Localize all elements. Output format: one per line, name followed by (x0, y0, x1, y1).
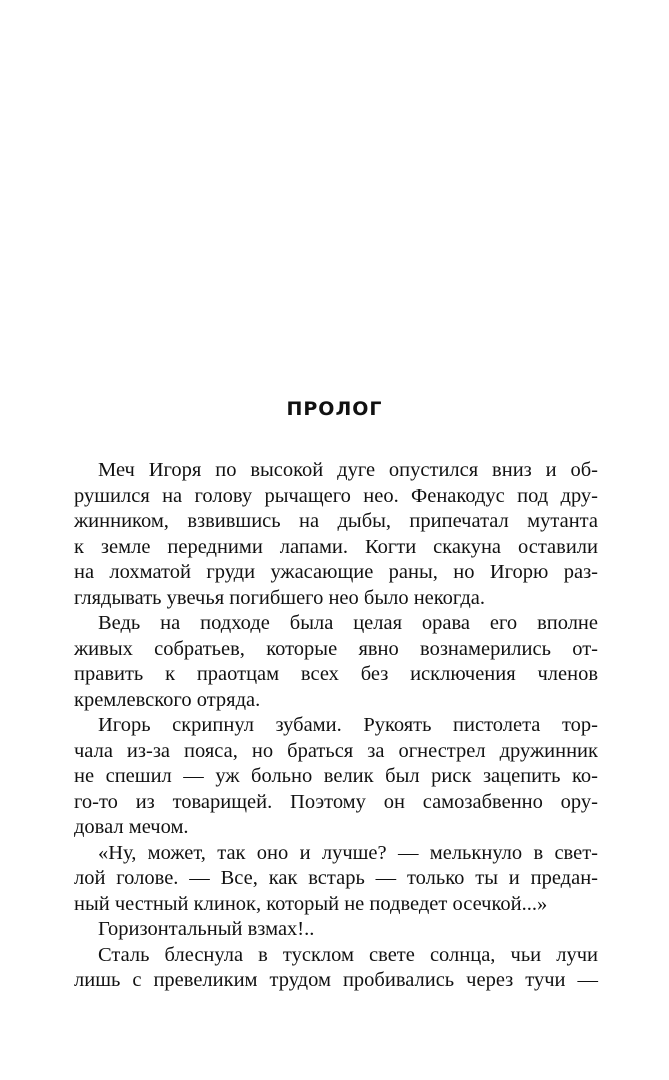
text-line: жинником, взвившись на дыбы, припечатал мутанта (74, 510, 598, 532)
text-line: Горизонтальный взмах!.. (98, 918, 315, 940)
text-line: лой голове. — Все, как встарь — только ты и предан- (74, 867, 598, 889)
text-line: Меч Игоря по высокой дуге опустился вниз и об- (98, 459, 598, 481)
text-line: лишь с превеликим трудом пробивались через тучи — (74, 969, 598, 991)
text-line: рушился на голову рычащего нео. Фенакодус под дру- (74, 484, 598, 507)
text-line: го-то из товарищей. Поэтому он самозабвенно ору- (74, 790, 598, 813)
text-line: ный честный клинок, который не подведет осечкой...» (74, 892, 548, 915)
text-line: не спешил — уж больно велик был риск зацепить ко- (74, 765, 598, 787)
text-line: Ведь на подходе была целая орава его вполне (98, 612, 598, 634)
text-line: Сталь блеснула в тусклом свете солнца, чьи лучи (98, 943, 598, 966)
text-line: довал мечом. (74, 816, 189, 838)
text-line: править к праотцам всех без исключения членов (74, 663, 598, 685)
chapter-title: ПРОЛОГ (286, 398, 383, 420)
text-line: «Ну, может, так оно и лучше? — мелькнуло в свет- (98, 841, 598, 864)
text-line: на лохматой груди ужасающие раны, но Игорю раз- (74, 561, 598, 583)
text-line: живых собратьев, которые явно вознамерились от- (74, 637, 598, 660)
chapter-body (74, 458, 598, 994)
text-line: кремлевского отряда. (74, 688, 261, 711)
text-line: к земле передними лапами. Когти скакуна оставили (74, 535, 598, 558)
text-line: Игорь скрипнул зубами. Рукоять пистолета тор- (98, 714, 598, 736)
text-line: глядывать увечья погибшего нео было некогда. (74, 586, 485, 609)
text-line: чала из-за пояса, но браться за огнестрел дружинник (74, 739, 598, 762)
